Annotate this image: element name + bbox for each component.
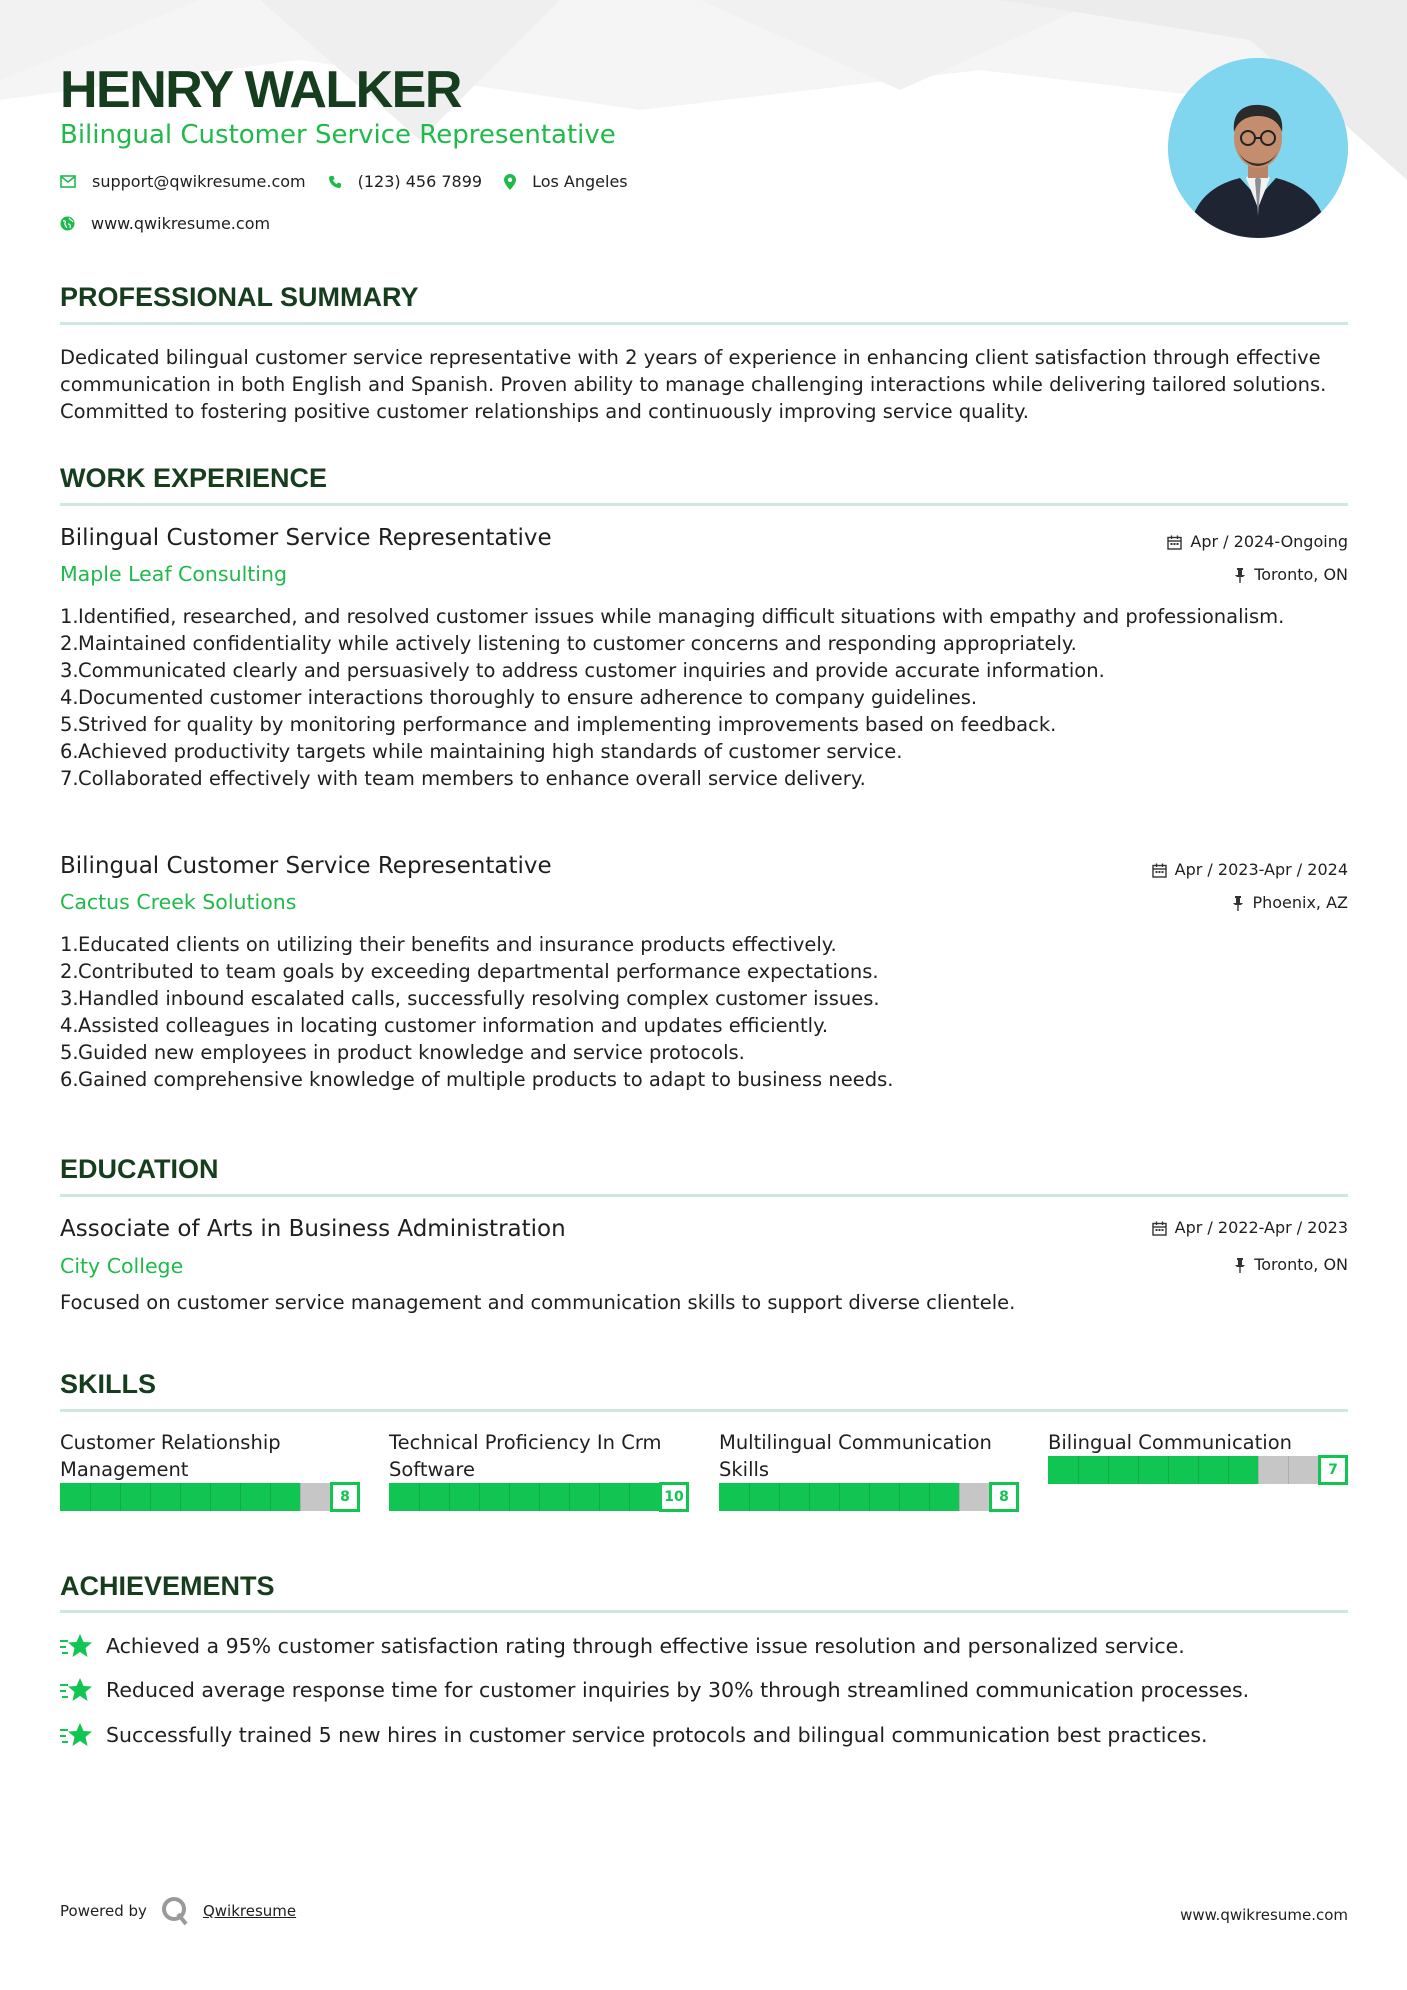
job-location (1232, 892, 1348, 914)
education-dates (1152, 1217, 1348, 1239)
list-item: 4. Documented customer interactions thoroughly to ensure adherence to company guidelines. (60, 686, 978, 709)
section-title-achievements: ACHIEVEMENTS (60, 1571, 275, 1601)
list-item: 6. Achieved productivity targets while maintaining high standards of customer service. (60, 740, 903, 763)
job-bullets (60, 931, 1290, 1093)
contact-row (60, 172, 650, 191)
achievement-text: Successfully trained 5 new hires in customer service protocols and bilingual communication best practices. (106, 1723, 1208, 1747)
achievement-text: Achieved a 95% customer satisfaction rating through effective issue resolution and personalized service. (106, 1634, 1185, 1658)
contact-website[interactable] (60, 214, 270, 233)
job-dates-text: Apr / 2024-Ongoing (1190, 532, 1348, 551)
list-item: 7. Collaborated effectively with team members to enhance overall service delivery. (60, 767, 866, 790)
achievement-item (60, 1632, 1185, 1660)
contact-email[interactable] (60, 172, 306, 191)
education-location-text: Toronto, ON (1254, 1255, 1348, 1274)
calendar-icon (1152, 863, 1167, 878)
job-company: Maple Leaf Consulting (60, 562, 288, 586)
pin-icon (1234, 568, 1246, 583)
qwikresume-logo-icon (161, 1896, 189, 1926)
achievement-item (60, 1676, 1249, 1704)
calendar-icon (1167, 535, 1182, 550)
job-bullets (60, 603, 1290, 792)
achievement-item (60, 1721, 1208, 1749)
calendar-icon (1152, 1221, 1167, 1236)
skill-name: Multilingual Communication Skills (719, 1431, 992, 1481)
phone-icon (328, 175, 342, 189)
skill-name: Bilingual Communication (1048, 1431, 1292, 1454)
list-item: 5. Guided new employees in product knowledge and service protocols. (60, 1041, 745, 1064)
star-badge-icon (60, 1722, 94, 1748)
skill-score: 8 (330, 1482, 360, 1512)
contact-row-2 (60, 214, 292, 233)
section-divider (60, 503, 1348, 506)
footer-website[interactable]: www.qwikresume.com (1180, 1906, 1348, 1924)
star-badge-icon (60, 1677, 94, 1703)
skill-level-bar (389, 1483, 689, 1511)
job-dates (1152, 859, 1348, 881)
list-item: 2. Contributed to team goals by exceeding departmental performance expectations. (60, 960, 879, 983)
education-description: Focused on customer service management and communication skills to support diverse clientele. (60, 1291, 1016, 1314)
job-role: Bilingual Customer Service Representative (60, 525, 552, 551)
education-dates-text: Apr / 2022-Apr / 2023 (1174, 1218, 1348, 1237)
job-role: Bilingual Customer Service Representative (60, 853, 552, 879)
skill-item (1048, 1429, 1348, 1484)
website-text: www.qwikresume.com (91, 214, 271, 233)
globe-icon (60, 216, 75, 231)
achievement-text: Reduced average response time for customer inquiries by 30% through streamlined communication processes. (106, 1678, 1250, 1702)
list-item: 1. Educated clients on utilizing their benefits and insurance products effectively. (60, 933, 837, 956)
envelope-icon (60, 175, 76, 188)
skill-level-bar (1048, 1456, 1348, 1484)
location-text: Los Angeles (532, 172, 628, 191)
contact-location (504, 172, 628, 191)
section-title-education: EDUCATION (60, 1154, 219, 1184)
skill-name: Customer Relationship Management (60, 1431, 281, 1481)
list-item: 4. Assisted colleagues in locating customer information and updates efficiently. (60, 1014, 829, 1037)
skill-score: 7 (1318, 1455, 1348, 1485)
section-divider (60, 322, 1348, 325)
candidate-title: Bilingual Customer Service Representative (60, 120, 616, 150)
skill-score: 8 (989, 1482, 1019, 1512)
footer-powered-by (60, 1896, 296, 1926)
skill-name: Technical Proficiency In Crm Software (389, 1431, 662, 1481)
section-divider (60, 1194, 1348, 1197)
pin-icon (1232, 896, 1244, 911)
list-item: 3. Communicated clearly and persuasively to address customer inquiries and provide accurate information. (60, 659, 1105, 682)
job-company: Cactus Creek Solutions (60, 890, 297, 914)
profile-photo (1168, 58, 1348, 238)
list-item: 2. Maintained confidentiality while actively listening to customer concerns and responding appropriately. (60, 632, 1077, 655)
footer-brand-link[interactable]: Qwikresume (202, 1902, 297, 1920)
job-dates-text: Apr / 2023-Apr / 2024 (1174, 860, 1348, 879)
summary-text: Dedicated bilingual customer service representative with 2 years of experience in enhancing client satisfaction through effective communication in both English and Spanish. Proven ability to manage challenging interactions while delivering tailored solutions. Committed to fostering positive customer relationships and continuously improving service quality. (60, 346, 1327, 423)
contact-phone[interactable] (328, 172, 482, 191)
education-degree: Associate of Arts in Business Administration (60, 1216, 566, 1242)
skill-score: 10 (659, 1482, 689, 1512)
skill-item (719, 1429, 1019, 1511)
education-school: City College (60, 1254, 184, 1278)
candidate-name: HENRY WALKER (60, 61, 461, 119)
star-badge-icon (60, 1633, 94, 1659)
job-dates (1167, 531, 1348, 553)
list-item: 1. Identified, researched, and resolved customer issues while managing difficult situations with empathy and professionalism. (60, 605, 1285, 628)
section-divider (60, 1409, 1348, 1412)
section-divider (60, 1610, 1348, 1613)
section-title-summary: PROFESSIONAL SUMMARY (60, 282, 419, 312)
list-item: 5. Strived for quality by monitoring performance and implementing improvements based on feedback. (60, 713, 1057, 736)
powered-by-text: Powered by (60, 1902, 147, 1920)
map-pin-icon (504, 174, 516, 190)
list-item: 6. Gained comprehensive knowledge of multiple products to adapt to business needs. (60, 1068, 894, 1091)
job-location (1234, 564, 1348, 586)
education-location (1234, 1254, 1348, 1276)
job-location-text: Phoenix, AZ (1252, 893, 1348, 912)
skill-item (389, 1429, 689, 1511)
skill-level-bar (719, 1483, 1019, 1511)
list-item: 3. Handled inbound escalated calls, successfully resolving complex customer issues. (60, 987, 880, 1010)
email-text: support@qwikresume.com (92, 172, 306, 191)
section-title-skills: SKILLS (60, 1369, 157, 1399)
skill-item (60, 1429, 360, 1511)
pin-icon (1234, 1258, 1246, 1273)
section-title-experience: WORK EXPERIENCE (60, 463, 328, 493)
job-location-text: Toronto, ON (1254, 565, 1348, 584)
skill-level-bar (60, 1483, 360, 1511)
phone-text: (123) 456 7899 (357, 172, 483, 191)
